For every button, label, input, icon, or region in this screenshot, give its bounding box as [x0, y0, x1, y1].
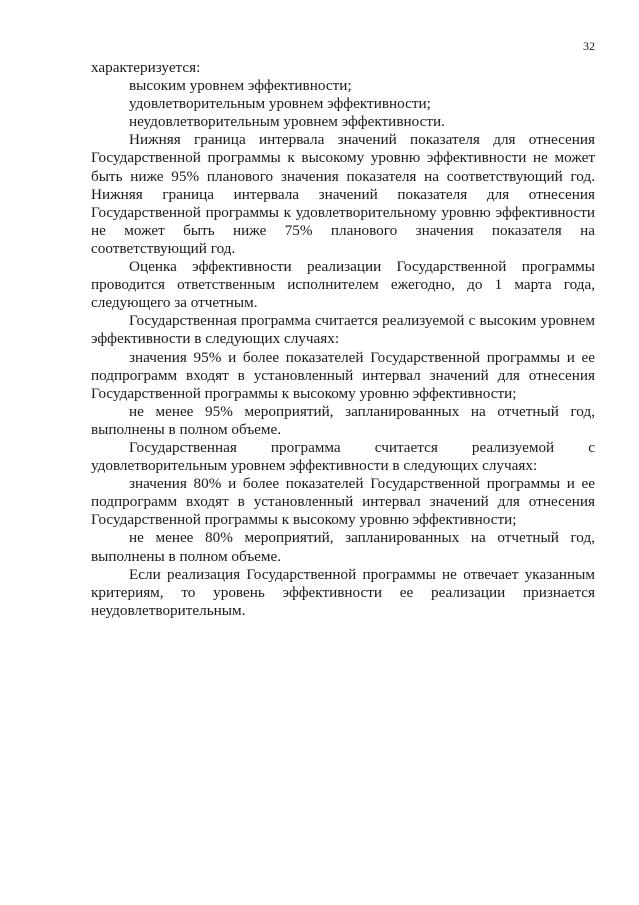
paragraph-intro: характеризуется: — [91, 59, 201, 76]
list-item-unsatisfactory-efficiency: неудовлетворительным уровнем эффективности. — [129, 113, 445, 131]
paragraph-high-indicators: значения 95% и более показателей Государственной программы и ее подпрограмм входят в установленный интервал значений для отнесения Государственной программы к высокому уровню эффективности; — [91, 348, 595, 402]
paragraph-unsatisfactory: Если реализация Государственной программы не отвечает указанным критериям, то уровень эффективности ее реализации признается неудовлетворительным. — [91, 565, 595, 619]
paragraph-satisfactory-indicators: значения 80% и более показателей Государственной программы и ее подпрограмм входят в установленный интервал значений для отнесения Государственной программы к высокому уровню эффективности; — [91, 475, 595, 529]
paragraph-evaluation: Оценка эффективности реализации Государственной программы проводится ответственным исполнителем ежегодно, до 1 марта года, следующего за отчетным. — [91, 258, 595, 312]
page-number: 32 — [583, 39, 595, 53]
list-item-high-efficiency: высоким уровнем эффективности; — [129, 77, 352, 95]
document-body — [91, 59, 595, 620]
paragraph-satisfactory-activities: не менее 80% мероприятий, запланированных на отчетный год, выполнены в полном объеме. — [91, 529, 595, 565]
paragraph-high-level-cases: Государственная программа считается реализуемой с высоким уровнем эффективности в следующих случаях: — [91, 312, 595, 348]
paragraph-satisfactory-level-cases: Государственная программа считается реализуемой с удовлетворительным уровнем эффективности в следующих случаях: — [91, 438, 595, 475]
list-item-satisfactory-efficiency: удовлетворительным уровнем эффективности; — [129, 95, 431, 113]
paragraph-high-activities: не менее 95% мероприятий, запланированных на отчетный год, выполнены в полном объеме. — [91, 402, 595, 438]
paragraph-lower-bound: Нижняя граница интервала значений показателя для отнесения Государственной программы к высокому уровню эффективности не может быть ниже 95% планового значения показателя на соответствующий год. Нижняя граница интервала значений показателя для отнесения Государственной программы к удовлетворительному уровню эффективности не может быть ниже 75% планового значения показателя на соответствующий год. — [91, 131, 595, 257]
